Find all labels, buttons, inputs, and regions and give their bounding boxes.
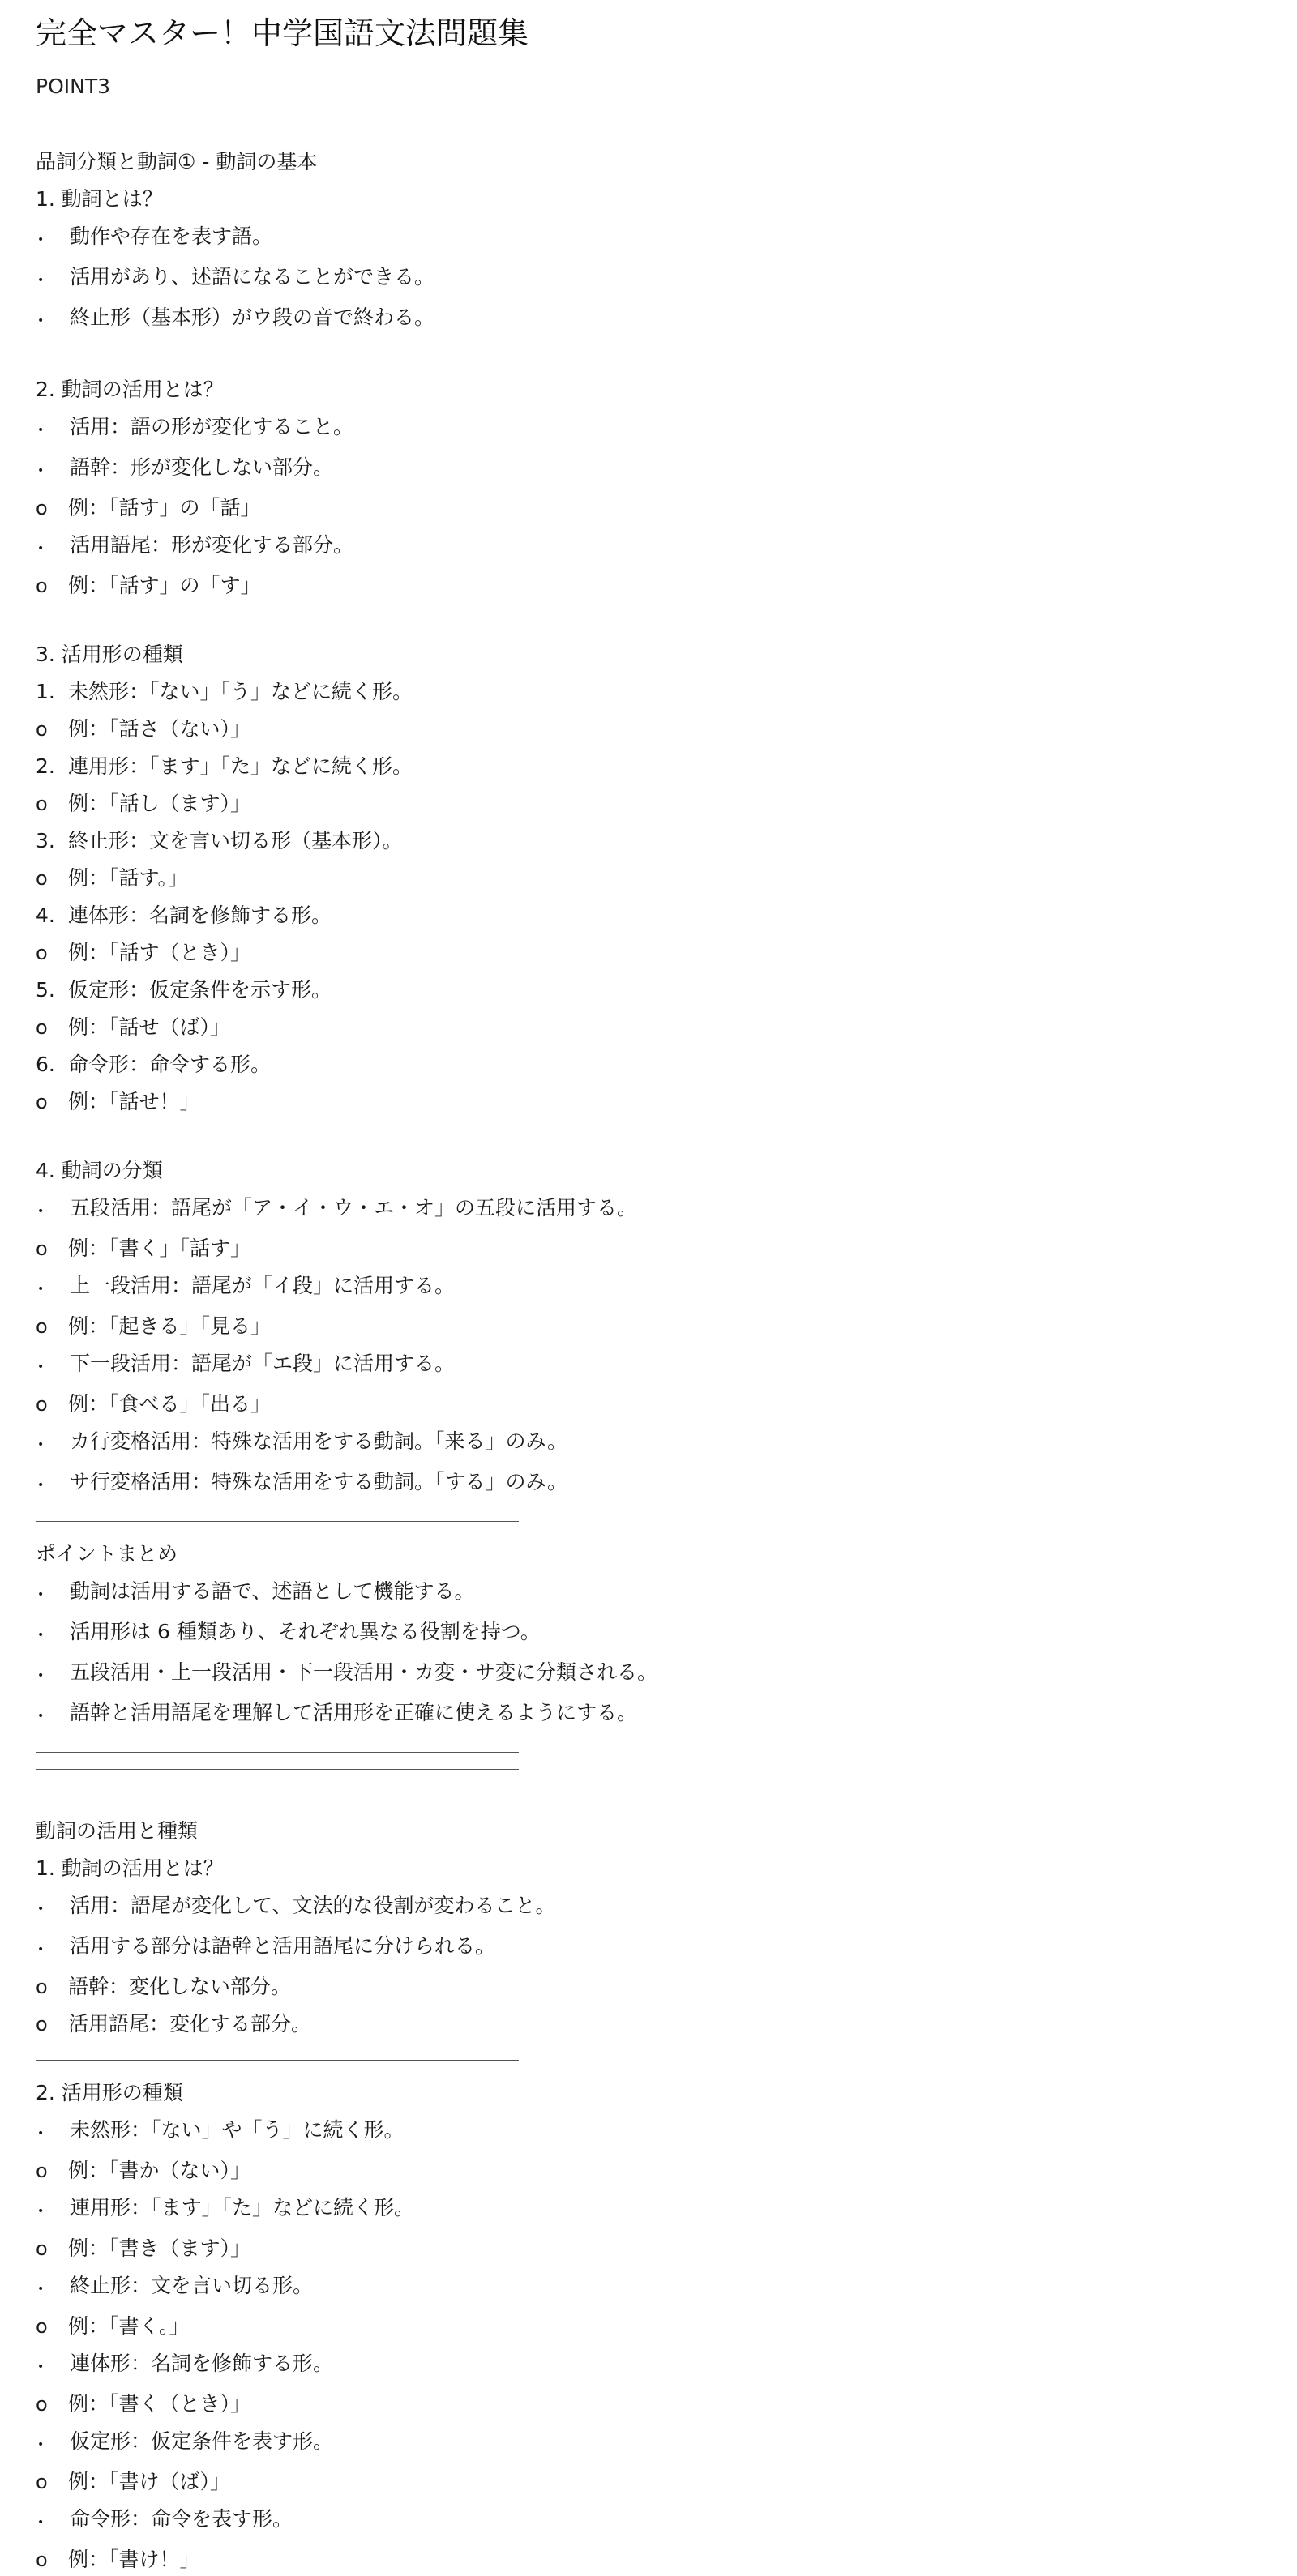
list-item-text: 下一段活用：語尾が「エ段」に活用する。	[70, 1352, 456, 1375]
list-item-text: 語幹：変化しない部分。	[68, 1975, 292, 1998]
list-item-text: サ行変格活用：特殊な活用をする動詞。「する」のみ。	[70, 1470, 568, 1493]
list-item	[36, 1011, 1297, 1044]
list-item-text: 連体形：名詞を修飾する形。	[70, 2352, 334, 2375]
list-item	[36, 1575, 1297, 1611]
list-item-text: 連用形：「ます」「た」などに続く形。	[68, 754, 413, 778]
list-item-text: 例：「書け（ば）」	[68, 2470, 231, 2493]
list-marker: 2.	[36, 754, 55, 778]
list-marker: •	[37, 424, 45, 437]
list-item-text: 終止形：文を言い切る形（基本形）。	[68, 829, 403, 852]
block-heading: 2. 活用形の種類	[36, 2081, 183, 2104]
list-item-text: 活用する部分は語幹と活用語尾に分けられる。	[70, 1934, 496, 1958]
list-marker: •	[37, 1669, 45, 1682]
list-item-text: 上一段活用：語尾が「イ段」に活用する。	[70, 1274, 456, 1297]
list-marker: o	[36, 867, 48, 890]
list-item-text: 五段活用・上一段活用・下一段活用・カ変・サ変に分類される。	[70, 1660, 658, 1684]
list-marker: o	[36, 2013, 48, 2036]
list-marker: o	[36, 1976, 48, 1998]
list-item	[36, 2388, 1297, 2420]
content-block	[36, 1155, 1297, 1502]
list-item	[36, 2466, 1297, 2498]
list-item-text: 活用語尾：変化する部分。	[68, 2012, 312, 2036]
list-item	[36, 220, 1297, 256]
list-item-text: 例：「話せ！」	[68, 1090, 200, 1113]
list-item	[36, 1348, 1297, 1383]
list-item-text: 動作や存在を表す語。	[70, 224, 273, 248]
list-item	[36, 2114, 1297, 2150]
divider	[36, 1752, 519, 1753]
list-item	[36, 2503, 1297, 2539]
list-marker: •	[37, 1710, 45, 1723]
list-item	[36, 750, 1297, 783]
list-marker: o	[36, 1393, 48, 1416]
list-item-text: 活用があり、述語になることができる。	[70, 265, 435, 288]
list-marker: •	[37, 1361, 45, 1373]
list-marker: •	[37, 2516, 45, 2529]
list-item-text: 例：「書く。」	[68, 2314, 190, 2338]
list-marker: o	[36, 2393, 48, 2416]
list-marker: o	[36, 942, 48, 964]
list-item-text: 語幹と活用語尾を理解して活用形を正確に使えるようにする。	[70, 1701, 638, 1724]
list-marker: o	[36, 718, 48, 741]
list-item-text: 例：「食べる」「出る」	[68, 1392, 272, 1416]
list-item	[36, 570, 1297, 602]
list-item	[36, 1270, 1297, 1305]
list-marker: o	[36, 2315, 48, 2338]
list-item-text: 例：「話せ（ば）」	[68, 1015, 231, 1039]
section-title: 品詞分類と動詞① - 動詞の基本	[36, 150, 318, 173]
list-marker: •	[37, 314, 45, 327]
list-item-text: カ行変格活用：特殊な活用をする動詞。「来る」のみ。	[70, 1429, 568, 1453]
list-item-text: 例：「話す」の「話」	[68, 496, 261, 519]
list-item	[36, 676, 1297, 708]
list-item-text: 活用：語尾が変化して、文法的な役割が変わること。	[70, 1894, 556, 1917]
list-marker: o	[36, 575, 48, 597]
list-item	[36, 2192, 1297, 2228]
block-heading: 1. 動詞の活用とは？	[36, 1856, 224, 1880]
list-item	[36, 411, 1297, 446]
list-marker: o	[36, 2159, 48, 2182]
list-item	[36, 2544, 1297, 2576]
list-item-text: 未然形：「ない」「う」などに続く形。	[68, 680, 413, 703]
list-item	[36, 1049, 1297, 1081]
list-item-text: 活用語尾：形が変化する部分。	[70, 533, 354, 557]
divider	[36, 2060, 519, 2061]
list-item	[36, 1697, 1297, 1732]
list-item	[36, 1086, 1297, 1118]
list-item	[36, 2425, 1297, 2461]
list-item	[36, 1466, 1297, 1502]
list-marker: 3.	[36, 829, 55, 852]
list-item	[36, 974, 1297, 1006]
list-marker: •	[37, 1479, 45, 1492]
list-item	[36, 2310, 1297, 2343]
list-item-text: 例：「書か（ない）」	[68, 2159, 251, 2182]
list-item-text: 例：「話す（とき）」	[68, 941, 251, 964]
block-heading: 1. 動詞とは？	[36, 187, 163, 211]
list-item	[36, 1930, 1297, 1966]
list-marker: •	[37, 2205, 45, 2218]
content-block	[36, 639, 1297, 1118]
list-item	[36, 1971, 1297, 2003]
list-marker: •	[37, 2127, 45, 2140]
list-marker: 4.	[36, 904, 55, 927]
list-marker: •	[37, 1205, 45, 1218]
list-marker: o	[36, 1016, 48, 1039]
document-body	[36, 146, 1297, 2576]
list-item-text: 例：「書く（とき）」	[68, 2392, 251, 2416]
list-item	[36, 1310, 1297, 1343]
list-item	[36, 862, 1297, 895]
list-item-text: 活用形は 6 種類あり、それぞれ異なる役割を持つ。	[70, 1620, 541, 1643]
list-marker: •	[37, 464, 45, 477]
list-marker: •	[37, 1438, 45, 1451]
list-item	[36, 2270, 1297, 2305]
section	[36, 146, 1297, 1770]
list-marker: o	[36, 1315, 48, 1338]
list-marker: •	[37, 274, 45, 287]
list-marker: o	[36, 2548, 48, 2571]
list-marker: •	[37, 1283, 45, 1296]
list-marker: 1.	[36, 680, 55, 703]
block-heading: 3. 活用形の種類	[36, 643, 183, 666]
list-item	[36, 2008, 1297, 2040]
divider	[36, 1521, 519, 1522]
list-item-text: 終止形：文を言い切る形。	[70, 2274, 314, 2297]
list-marker: •	[37, 1588, 45, 1601]
list-marker: o	[36, 2237, 48, 2260]
list-marker: •	[37, 542, 45, 555]
list-marker: •	[37, 2360, 45, 2373]
document-title: 完全マスター！中学国語文法問題集	[36, 15, 529, 51]
list-item	[36, 301, 1297, 337]
list-item	[36, 2347, 1297, 2383]
section-divider	[36, 1769, 519, 1770]
content-block	[36, 2077, 1297, 2576]
block-heading: 2. 動詞の活用とは？	[36, 378, 224, 401]
list-item-text: 終止形（基本形）がウ段の音で終わる。	[70, 305, 435, 329]
content-block	[36, 1852, 1297, 2040]
list-item	[36, 492, 1297, 524]
list-marker: o	[36, 497, 48, 519]
list-marker: •	[37, 1629, 45, 1642]
list-item	[36, 1192, 1297, 1228]
list-item-text: 連用形：「ます」「た」などに続く形。	[70, 2196, 415, 2219]
list-item-text: 動詞は活用する語で、述語として機能する。	[70, 1579, 475, 1603]
list-item-text: 例：「話し（ます）」	[68, 792, 251, 815]
list-item	[36, 899, 1297, 932]
list-item	[36, 788, 1297, 820]
list-marker: 5.	[36, 978, 55, 1002]
list-marker: •	[37, 1903, 45, 1916]
content-block	[36, 183, 1297, 337]
list-item-text: 語幹：形が変化しない部分。	[70, 455, 334, 479]
list-item	[36, 1232, 1297, 1265]
list-item	[36, 1656, 1297, 1692]
list-item	[36, 713, 1297, 745]
list-item-text: 例：「書き（ます）」	[68, 2236, 251, 2260]
list-marker: o	[36, 792, 48, 815]
list-item-text: 命令形：命令を表す形。	[70, 2507, 293, 2531]
list-item	[36, 451, 1297, 487]
list-item-text: 仮定形：仮定条件を表す形。	[70, 2429, 334, 2453]
list-item	[36, 1388, 1297, 1420]
point-label: POINT3	[36, 75, 111, 98]
list-item-text: 例：「話さ（ない）」	[68, 717, 251, 741]
list-item	[36, 2155, 1297, 2187]
list-item-text: 仮定形：仮定条件を示す形。	[68, 978, 332, 1002]
content-block	[36, 374, 1297, 602]
list-item	[36, 2232, 1297, 2265]
list-marker: o	[36, 2471, 48, 2493]
list-marker: •	[37, 1943, 45, 1956]
list-item	[36, 1616, 1297, 1651]
section	[36, 1815, 1297, 2576]
content-block	[36, 1538, 1297, 1732]
list-marker: •	[37, 2283, 45, 2296]
list-item	[36, 937, 1297, 969]
list-item-text: 例：「話す」の「す」	[68, 574, 261, 597]
list-item	[36, 825, 1297, 857]
list-item	[36, 261, 1297, 297]
list-marker: •	[37, 2438, 45, 2451]
list-item-text: 例：「起きる」「見る」	[68, 1314, 272, 1338]
block-heading: ポイントまとめ	[36, 1542, 178, 1566]
list-item-text: 未然形：「ない」や「う」に続く形。	[70, 2118, 405, 2142]
list-item-text: 連体形：名詞を修飾する形。	[68, 904, 332, 927]
list-item-text: 命令形：命令する形。	[68, 1053, 272, 1076]
list-item-text: 例：「話す。」	[68, 866, 189, 890]
list-item-text: 例：「書く」「話す」	[68, 1237, 251, 1260]
block-heading: 4. 動詞の分類	[36, 1159, 163, 1182]
list-marker: o	[36, 1237, 48, 1260]
list-item	[36, 529, 1297, 565]
list-item-text: 五段活用：語尾が「ア・イ・ウ・エ・オ」の五段に活用する。	[70, 1196, 638, 1220]
list-marker: •	[37, 233, 45, 246]
list-item	[36, 1890, 1297, 1925]
section-title: 動詞の活用と種類	[36, 1819, 199, 1843]
list-marker: o	[36, 1091, 48, 1113]
list-item-text: 活用：語の形が変化すること。	[70, 415, 354, 438]
list-item	[36, 1425, 1297, 1461]
list-marker: 6.	[36, 1053, 55, 1076]
list-item-text: 例：「書け！」	[68, 2548, 200, 2571]
